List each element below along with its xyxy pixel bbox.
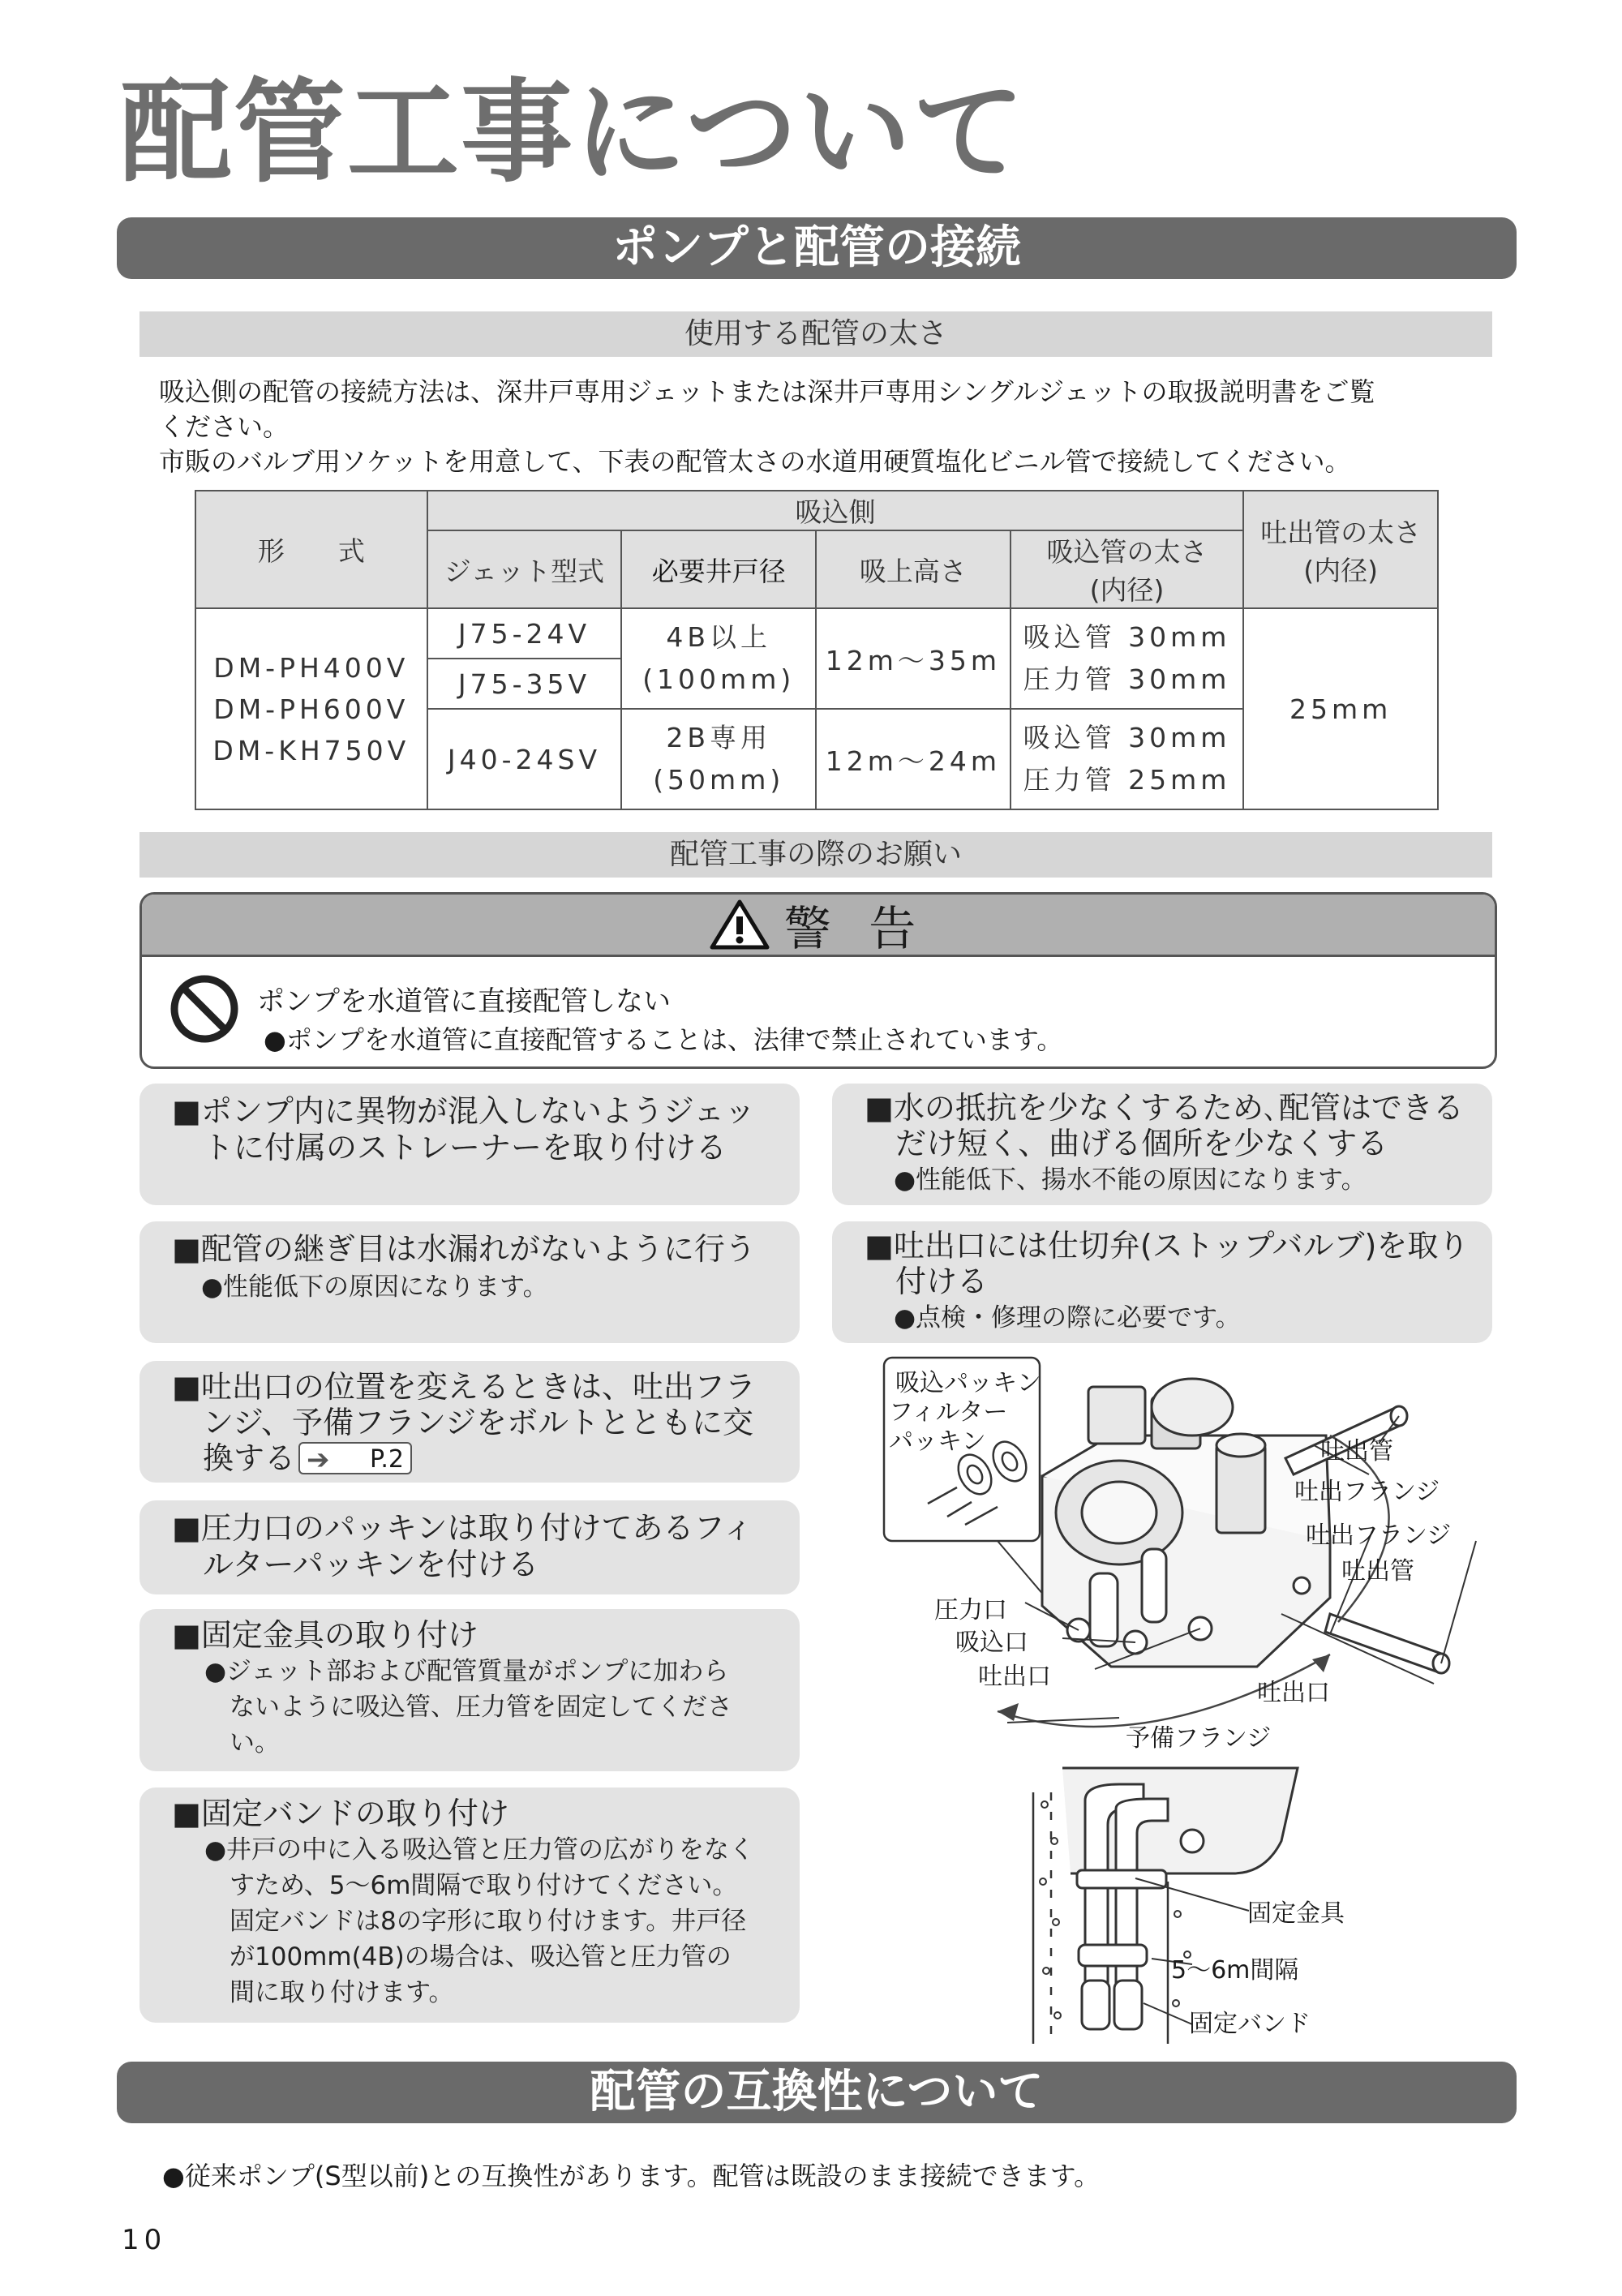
page-ref-box: ➔ P.2 xyxy=(298,1442,412,1474)
card-outlet-position: ■吐出口の位置を変えるときは、吐出フラ ンジ、予備フランジをボルトとともに交 換する ➔ P.2 xyxy=(139,1361,800,1483)
label-outlet-pipe: 吐出管 xyxy=(1341,1557,1414,1586)
compatibility-note: ●従来ポンプ(S型以前)との互換性があります。配管は既設のまま接続できます。 xyxy=(162,2161,1101,2191)
header-discharge-size: 吐出管の太さ (内径) xyxy=(1243,491,1438,608)
header-suction-side: 吸込側 xyxy=(427,491,1244,530)
label-fixing-bracket: 固定金具 xyxy=(1247,1899,1345,1928)
intro-line: ください。 xyxy=(159,411,290,442)
pipe-size-cell: 吸込管 30mm 圧力管 30mm xyxy=(1011,608,1244,709)
label-outlet-flange: 吐出フランジ xyxy=(1306,1521,1452,1550)
warning-note: ●ポンプを水道管に直接配管することは、法律で禁止されています。 xyxy=(264,1024,1063,1055)
subheading-pipe-size: 使用する配管の太さ xyxy=(139,311,1492,357)
section-heading-connection: ポンプと配管の接続 xyxy=(117,217,1517,279)
pipe-size-cell: 吸込管 30mm 圧力管 25mm xyxy=(1011,709,1244,809)
card-joint-leak: ■配管の継ぎ目は水漏れがないように行う ●性能低下の原因になります。 xyxy=(139,1221,800,1343)
header-suction-pipe-size: 吸込管の太さ (内径) xyxy=(1011,530,1244,608)
card-strainer: ■ポンプ内に異物が混入しないようジェッ トに付属のストレーナーを取り付ける xyxy=(139,1084,800,1205)
model-list: DM-PH400V DM-PH600V DM-KH750V xyxy=(195,608,427,809)
lift-height-cell: 12m～24m xyxy=(816,709,1011,809)
page-title: 配管工事について xyxy=(120,67,1027,198)
warning-heading: ポンプを水道管に直接配管しない xyxy=(257,985,671,1018)
card-fixing-band: ■固定バンドの取り付け ●井戸の中に入る吸込管と圧力管の広がりをなく すため、5～6m間隔で取り付けてください。 固定バンドは8の字形に取り付けます。井戸径 が100mm(4B)の場合は、吸込管と圧力管の 間に取り付けます。 xyxy=(139,1787,800,2023)
warning-triangle-icon xyxy=(710,899,770,951)
well-diameter-cell: 4B以上 (100mm) xyxy=(621,608,816,709)
pump-piping-diagram xyxy=(876,1354,1492,2044)
label-outlet-flange: 吐出フランジ xyxy=(1294,1478,1440,1506)
label-outlet-port: 吐出口 xyxy=(978,1663,1051,1691)
header-jet-model: ジェット型式 xyxy=(427,530,622,608)
header-well-diameter: 必要井戸径 xyxy=(621,530,816,608)
label-band-interval: 5～6m間隔 xyxy=(1171,1956,1299,1985)
intro-line: 吸込側の配管の接続方法は、深井戸専用ジェットまたは深井戸専用シングルジェットの取扱説明書をご覧 xyxy=(159,376,1375,407)
jet-model-cell: J40-24SV xyxy=(427,709,622,809)
label-filter-packing: パッキン xyxy=(889,1427,986,1456)
label-fixing-band: 固定バンド xyxy=(1189,2010,1311,2038)
card-fixing-bracket: ■固定金具の取り付け ●ジェット部および配管質量がポンプに加わら ないように吸込管、圧力管を固定してくださ い。 xyxy=(139,1609,800,1771)
well-diameter-cell: 2B専用 (50mm) xyxy=(621,709,816,809)
card-pressure-packing: ■圧力口のパッキンは取り付けてあるフィ ルターパッキンを付ける xyxy=(139,1500,800,1594)
label-filter-packing: フィルター xyxy=(889,1398,1008,1427)
lift-height-cell: 12m～35m xyxy=(816,608,1011,709)
card-short-piping: ■水の抵抗を少なくするため､配管はできる だけ短く、曲げる個所を少なくする ●性能低下、揚水不能の原因になります。 xyxy=(832,1084,1492,1205)
prohibition-icon xyxy=(169,974,239,1044)
intro-line: 市販のバルブ用ソケットを用意して、下表の配管太さの水道用硬質塩化ビニル管で接続してください。 xyxy=(159,446,1351,477)
jet-model-cell: J75-24V xyxy=(427,608,622,659)
label-inlet-packing: 吸込パッキン xyxy=(895,1369,1041,1397)
warning-box xyxy=(139,892,1497,1069)
header-lift-height: 吸上高さ xyxy=(816,530,1011,608)
pipe-spec-table xyxy=(195,490,1439,810)
section-heading-compatibility: 配管の互換性について xyxy=(117,2062,1517,2123)
discharge-size-cell: 25mm xyxy=(1243,608,1438,809)
label-outlet-port: 吐出口 xyxy=(1257,1679,1330,1707)
label-pressure-port: 圧力口 xyxy=(934,1596,1007,1624)
header-model: 形 式 xyxy=(195,491,427,608)
label-spare-flange: 予備フランジ xyxy=(1126,1724,1272,1753)
arrow-right-icon: ➔ xyxy=(307,1444,330,1476)
subheading-requests: 配管工事の際のお願い xyxy=(139,832,1492,878)
label-suction-port: 吸込口 xyxy=(955,1629,1028,1657)
warning-title: 警 告 xyxy=(783,901,928,956)
jet-model-cell: J75-35V xyxy=(427,659,622,709)
page-number: 10 xyxy=(122,2224,167,2256)
label-outlet-pipe: 吐出管 xyxy=(1320,1437,1393,1466)
card-stop-valve: ■吐出口には仕切弁(ストップバルブ)を取り 付ける ●点検・修理の際に必要です。 xyxy=(832,1221,1492,1343)
warning-header xyxy=(142,895,1495,957)
